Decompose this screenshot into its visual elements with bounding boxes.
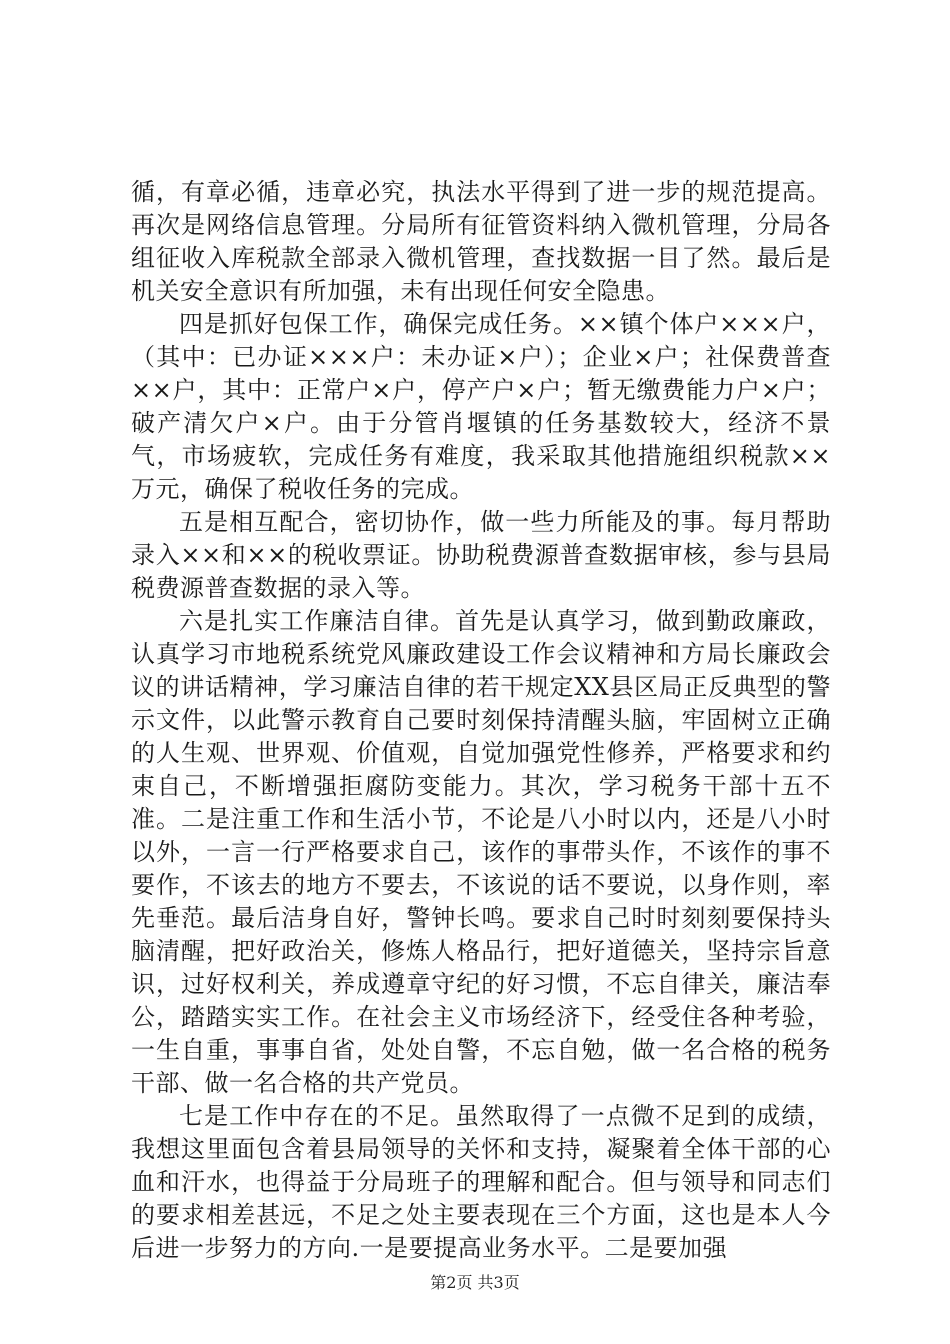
paragraph-continued: 循，有章必循，违章必究，执法水平得到了进一步的规范提高。再次是网络信息管理。分局所有征管资料纳入微机管理，分局各组征收入库税款全部录入微机管理，查找数据一目了然。最后是机关安全意识有所加强，未有出现任何安全隐患。 (131, 178, 831, 305)
paragraph-item-seven: 七是工作中存在的不足。虽然取得了一点微不足到的成绩，我想这里面包含着县局领导的关怀和支持，凝聚着全体干部的心血和汗水，也得益于分局班子的理解和配合。但与领导和同志们的要求相差甚远，不足之处主要表现在三个方面，这也是本人今后进一步努力的方向.一是要提高业务水平。二是要加强 (131, 1102, 831, 1262)
paragraph-item-four: 四是抓好包保工作，确保完成任务。××镇个体户×××户，（其中：已办证×××户：未办证×户）；企业×户；社保费普查××户，其中：正常户×户，停产户×户；暂无缴费能力户×户；破产清欠户×户。由于分管肖堰镇的任务基数较大，经济不景气，市场疲软，完成任务有难度，我采取其他措施组织税款××万元，确保了税收任务的完成。 (131, 310, 831, 503)
document-body (131, 176, 831, 1265)
paragraph-item-six: 六是扎实工作廉洁自律。首先是认真学习，做到勤政廉政，认真学习市地税系统党风廉政建设工作会议精神和方局长廉政会议的讲话精神，学习廉洁自律的若干规定XX县区局正反典型的警示文件，以此警示教育自己要时刻保持清醒头脑，牢固树立正确的人生观、世界观、价值观，自觉加强党性修养，严格要求和约束自己，不断增强拒腐防变能力。其次，学习税务干部十五不准。二是注重工作和生活小节，不论是八小时以内，还是八小时以外，一言一行严格要求自己，该作的事带头作，不该作的事不要作，不该去的地方不要去，不该说的话不要说，以身作则，率先垂范。最后洁身自好，警钟长鸣。要求自己时时刻刻要保持头脑清醒，把好政治关，修炼人格品行，把好道德关，坚持宗旨意识，过好权利关，养成遵章守纪的好习惯，不忘自律关，廉洁奉公，踏踏实实工作。在社会主义市场经济下，经受住各种考验，一生自重，事事自省，处处自警，不忘自勉，做一名合格的税务干部、做一名合格的共产党员。 (131, 607, 831, 1097)
page-footer: 第2页 共3页 (430, 1273, 520, 1292)
paragraph-item-five: 五是相互配合，密切协作，做一些力所能及的事。每月帮助录入××和××的税收票证。协助税费源普查数据审核，参与县局税费源普查数据的录入等。 (131, 508, 831, 602)
